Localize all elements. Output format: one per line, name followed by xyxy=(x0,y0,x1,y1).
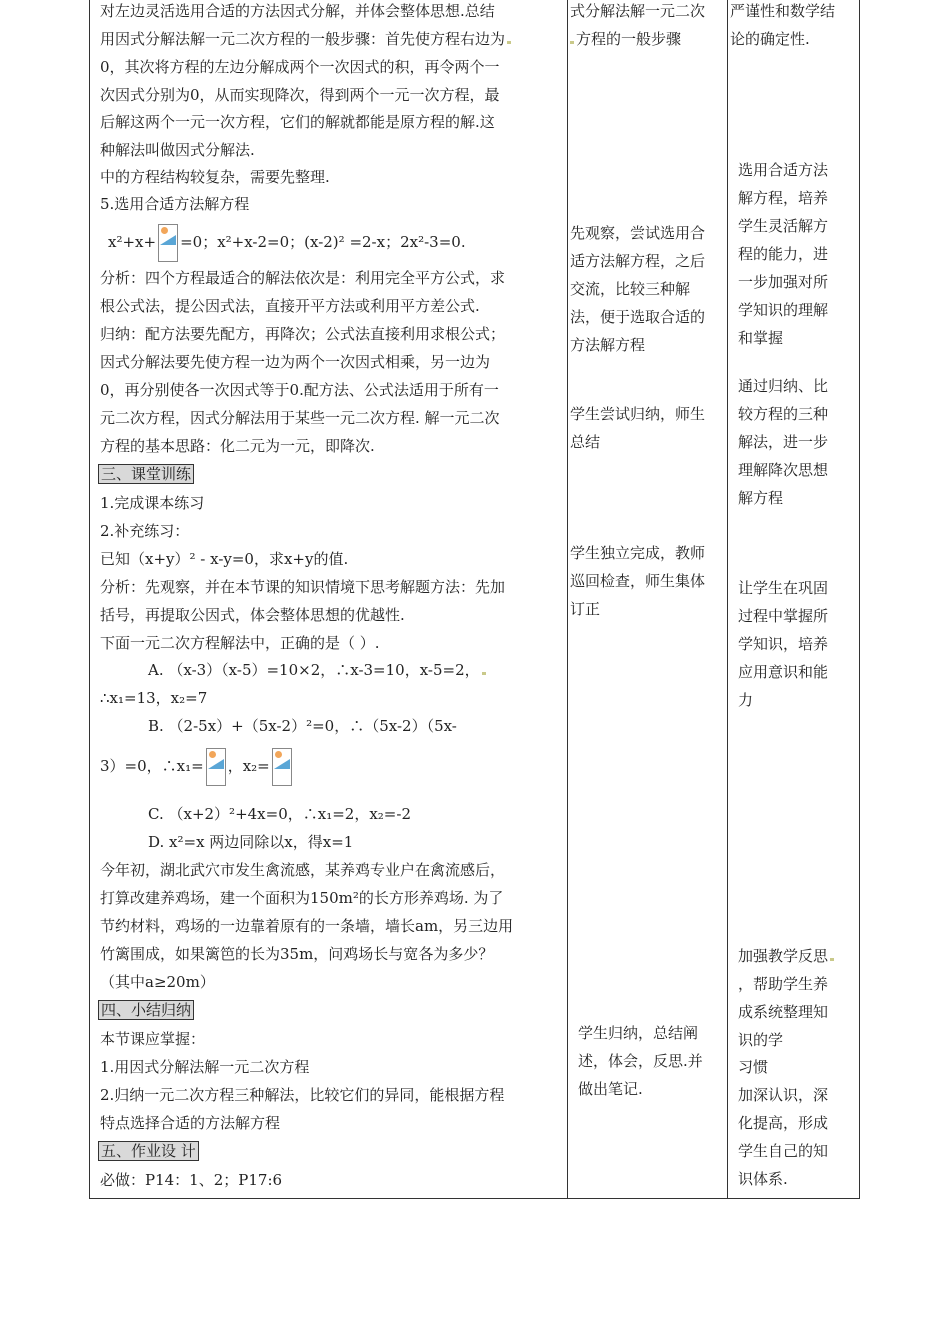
analysis-line: 0，再分别使各一次因式等于0.配方法、公式法适用于所有一 xyxy=(100,381,499,399)
training-line: 已知（x+y）² - x-y=0，求x+y的值. xyxy=(100,550,349,568)
intent-line: 程的能力，进 xyxy=(738,245,829,263)
formula-image-icon xyxy=(158,224,178,262)
story-line: 节约材料，鸡场的一边靠着原有的一条墙，墙长am，另三边用 xyxy=(100,917,514,935)
intent-line: 较方程的三种 xyxy=(738,405,829,423)
content-line: 对左边灵活选用合适的方法因式分解，并体会整体思想.总结 xyxy=(100,2,495,20)
activity-line: 总结 xyxy=(570,433,601,451)
column-divider-2 xyxy=(727,0,728,1198)
intent-line: 力 xyxy=(738,691,754,709)
content-line: 次因式分别为0，从而实现降次，得到两个一元一次方程，最 xyxy=(100,86,500,104)
analysis-line: 归纳：配方法要先配方，再降次；公式法直接利用求根公式； xyxy=(100,325,506,343)
content-line: 5.选用合适方法解方程 xyxy=(100,195,250,213)
activity-line: 方法解方程 xyxy=(570,336,646,354)
option-a-result: ∴x₁=13，x₂=7 xyxy=(100,689,208,707)
option-c: C. （x+2）²+4x=0，∴x₁=2，x₂=-2 xyxy=(148,805,411,823)
activity-line: 法，便于选取合适的 xyxy=(570,308,706,326)
section-heading-training: 三、课堂训练 xyxy=(98,464,194,484)
summary-line: 2.归纳一元二次方程三种解法，比较它们的异同，能根据方程 xyxy=(100,1086,505,1104)
section-heading-homework: 五、作业设 计 xyxy=(98,1141,199,1161)
activity-line: 订正 xyxy=(570,600,601,618)
training-line: 下面一元二次方程解法中，正确的是（ ）. xyxy=(100,634,380,652)
activity-line: 学生归纳，总结阐 xyxy=(578,1024,699,1042)
story-line: （其中a≥20m） xyxy=(100,973,215,991)
story-line: 打算改建养鸡场，建一个面积为150m²的长方形养鸡场. 为了 xyxy=(100,889,504,907)
formula-image-icon xyxy=(206,748,226,786)
analysis-line: 分析：四个方程最适合的解法依次是：利用完全平方公式，求 xyxy=(100,269,506,287)
intent-line: 学生自己的知 xyxy=(738,1142,829,1160)
intent-line: 让学生在巩固 xyxy=(738,579,829,597)
option-a: A. （x-3）（x-5）=10×2，∴x-3=10，x-5=2， xyxy=(148,660,486,680)
intent-line: 通过归纳、比 xyxy=(738,377,829,395)
analysis-line: 方程的基本思路：化二元为一元，即降次. xyxy=(100,437,375,455)
intent-line: 成系统整理知 xyxy=(738,1003,829,1021)
intent-line: 论的确定性. xyxy=(730,30,810,48)
intent-line: 化提高，形成 xyxy=(738,1114,829,1132)
intent-line: 应用意识和能 xyxy=(738,663,829,681)
intent-line: 理解降次思想 xyxy=(738,461,829,479)
intent-line: 过程中掌握所 xyxy=(738,607,829,625)
intent-line: 选用合适方法 xyxy=(738,161,829,179)
story-line: 竹篱围成，如果篱笆的长为35m，问鸡场长与宽各为多少？ xyxy=(100,945,494,963)
activity-line: 巡回检查，师生集体 xyxy=(570,572,706,590)
content-line: 后解这两个一元一次方程，它们的解就都能是原方程的解.这 xyxy=(100,113,495,131)
option-d: D. x²=x 两边同除以x，得x=1 xyxy=(148,833,354,851)
activity-line: 做出笔记. xyxy=(578,1080,643,1098)
analysis-line: 元二次方程，因式分解法用于某些一元二次方程. 解一元二次 xyxy=(100,409,500,427)
training-line: 1.完成课本练习 xyxy=(100,494,205,512)
activity-line: 述，体会，反思.并 xyxy=(578,1052,703,1070)
activity-line: 先观察，尝试选用合 xyxy=(570,224,706,242)
option-b-result: 3）=0，∴x₁= ，x₂= xyxy=(100,748,294,786)
activity-line: 学生尝试归纳，师生 xyxy=(570,405,706,423)
intent-line: 学知识的理解 xyxy=(738,301,829,319)
intent-line: 加深认识，深 xyxy=(738,1086,829,1104)
formula-image-icon xyxy=(272,748,292,786)
activity-line: 方程的一般步骤 xyxy=(570,29,681,49)
intent-line: 和掌握 xyxy=(738,329,784,347)
content-line: 用因式分解法解一元二次方程的一般步骤：首先使方程右边为 xyxy=(100,29,511,49)
activity-line: 式分解法解一元二次 xyxy=(570,2,706,20)
content-line: 0，其次将方程的左边分解成两个一次因式的积，再令两个一 xyxy=(100,58,500,76)
activity-line: 交流，比较三种解 xyxy=(570,280,691,298)
intent-line: 解方程 xyxy=(738,489,784,507)
content-line: 中的方程结构较复杂，需要先整理. xyxy=(100,168,330,186)
activity-line: 学生独立完成，教师 xyxy=(570,544,706,562)
intent-line: 识体系. xyxy=(738,1170,788,1188)
intent-line: 严谨性和数学结 xyxy=(730,2,836,20)
section-heading-summary: 四、小结归纳 xyxy=(98,1000,194,1020)
training-line: 括号，再提取公因式，体会整体思想的优越性. xyxy=(100,606,405,624)
intent-line: 学知识，培养 xyxy=(738,635,829,653)
content-line: 种解法叫做因式分解法. xyxy=(100,141,255,159)
summary-line: 1.用因式分解法解一元二次方程 xyxy=(100,1058,310,1076)
analysis-line: 根公式法，提公因式法，直接开平方法或利用平方差公式. xyxy=(100,297,480,315)
summary-line: 本节课应掌握： xyxy=(100,1030,206,1048)
training-line: 分析：先观察，并在本节课的知识情境下思考解题方法：先加 xyxy=(100,578,506,596)
analysis-line: 因式分解法要先使方程一边为两个一次因式相乘，另一边为 xyxy=(100,353,491,371)
equation-line: x²+x+ =0；x²+x-2=0；(x-2)² =2-x；2x²-3=0. xyxy=(108,224,466,262)
column-divider-1 xyxy=(567,0,568,1198)
intent-line: 学生灵活解方 xyxy=(738,217,829,235)
intent-line: 解方程，培养 xyxy=(738,189,829,207)
activity-line: 适方法解方程，之后 xyxy=(570,252,706,270)
intent-line: 识的学 xyxy=(738,1031,784,1049)
option-b: B. （2-5x）+（5x-2）²=0，∴（5x-2）（5x- xyxy=(148,717,457,735)
homework-line: 必做：P14：1、2；P17:6 xyxy=(100,1171,283,1189)
summary-line: 特点选择合适的方法解方程 xyxy=(100,1114,281,1132)
story-line: 今年初，湖北武穴市发生禽流感，某养鸡专业户在禽流感后， xyxy=(100,861,506,879)
intent-line: 习惯 xyxy=(738,1058,769,1076)
intent-line: ，帮助学生养 xyxy=(738,975,829,993)
intent-line: 解法，进一步 xyxy=(738,433,829,451)
intent-line: 一步加强对所 xyxy=(738,273,829,291)
intent-line: 加强教学反思 xyxy=(738,946,834,966)
training-line: 2.补充练习： xyxy=(100,522,190,540)
